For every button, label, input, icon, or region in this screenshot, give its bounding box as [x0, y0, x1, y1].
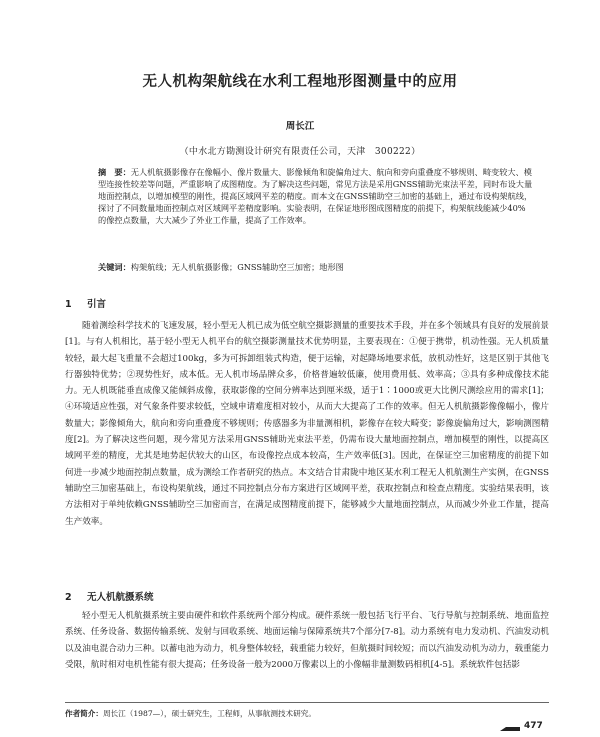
abstract-label: 摘 要： — [98, 167, 131, 177]
keywords — [98, 262, 533, 273]
author-footnote — [65, 708, 316, 719]
author-affiliation: （中水北方勘测设计研究有限责任公司，天津 300222） — [179, 147, 421, 157]
section-paragraph-system: 轻小型无人机航摄系统主要由硬件和软件系统两个部分构成。硬件系统一般包括飞行平台、飞行导航与控制系统、地面监控系统、任务设备、数据传输系统、发射与回收系统、地面运输与保障系统共7个部分[7-8]。动力系统有电力发动机、汽油发动机以及油电混合动力三种。以蓄电池为动力，机身整体较轻，载重能力较好，但航摄时间较短；而以汽油发动机为动力，载重能力受限，航时相对电机性能有很大提高；任务设备一般为2000万像素以上的小像幅非量测数码相机[4-5]。系统软件包括影 — [65, 611, 549, 670]
section-paragraph-intro: 随着测绘科学技术的飞速发展，轻小型无人机已成为低空航空摄影测量的重要技术手段，并在多个领域具有良好的发展前景[1]。与有人机相比，基于轻小型无人机平台的航空摄影测量技术优势明显，主要表现在：①便于携带，机动性强。无人机质量较轻，最大起飞重量不会超过100kg，多为可拆卸组装式构造，便于运输，对起降场地要求低，放机动性好，这是区别于其他飞行器独特优势；②现势性好，成本低。无人机市场品牌众多，价格普遍较低廉，使用费用低、效率高；③具有多种成像技术能力。无人机既能垂直成像又能倾斜成像，获取影像的空间分辨率达到厘米级，适于1∶1000或更大比例尺测绘应用的需求[1]；④环境适应性强，对气象条件要求较低，空域申请难度相对较小，从而大大提高了工作的效率。但无人机航摄影像像幅小，像片数量大；影像倾角大，航向和旁向重叠度不够规则；传感器多为非量测相机，影像存在较大畸变；影像旋偏角过大，影响测图精度[2]。为了解决这些问题，现今常见方法采用GNSS辅助光束法平差，仍需布设大量地面控制点，增加模型的刚性，以提高区域网平差的精度，尤其是地势起伏较大的山区，布设像控点成本较高，生产效率低[3]。因此，在保证空三加密精度的前提下如何进一步减少地面控制点数量，成为测绘工作者研究的热点。本文结合甘肃陇中地区某水利工程无人机航测生产实例，在GNSS辅助空三加密基础上，布设构架航线，通过不同控制点分布方案进行区域网平差，获取控制点和检查点精度。实验结果表明，该方法相对于单纯依赖GNSS辅助空三加密而言，在满足成图精度前提下，能够减少大量地面控制点，从而减少外业工作量，提高生产效率。 — [65, 321, 549, 527]
section-title: 无人机航摄系统 — [87, 592, 154, 603]
footnote-label: 作者简介： — [65, 709, 103, 718]
abstract-text: 无人机航摄影像存在像幅小、像片数量大、影像倾角和旋偏角过大、航向和旁向重叠度不够规则、畸变较大、模型连接性较差等问题，严重影响了成图精度。为了解决这些问题，常见方法是采用GNSS辅助光束法平差，同时布设大量地面控制点，以增加模型的刚性，提高区域网平差的精度。而本文在GNSS辅助空三加密的基础上，通过布设构架航线，探讨了不同数量地面控制点对区域网平差精度影响。实验表明，在保证地形图成图精度的前提下，构架航线能减少40%的像控点数量，大大减少了外业工作量，提高了工作效率。 — [98, 167, 533, 226]
paper-title: 无人机构架航线在水利工程地形图测量中的应用 — [142, 74, 458, 90]
page-number: 477 — [524, 721, 543, 731]
abstract — [98, 166, 533, 226]
keywords-label: 关键词： — [98, 262, 131, 272]
section-title: 引言 — [87, 299, 107, 310]
section-number: 2 — [65, 592, 72, 603]
page-marker-icon — [500, 726, 520, 732]
author-name: 周长江 — [285, 121, 315, 132]
keywords-text: 构架航线；无人机航摄影像；GNSS辅助空三加密；地形图 — [130, 262, 344, 272]
section-heading-intro — [65, 296, 106, 310]
footnote-text: 周长江（1987—），硕士研究生，工程师，从事航测技术研究。 — [102, 709, 316, 718]
section-heading-system — [65, 589, 154, 603]
footnote-divider — [65, 702, 549, 703]
section-number: 1 — [65, 299, 72, 310]
